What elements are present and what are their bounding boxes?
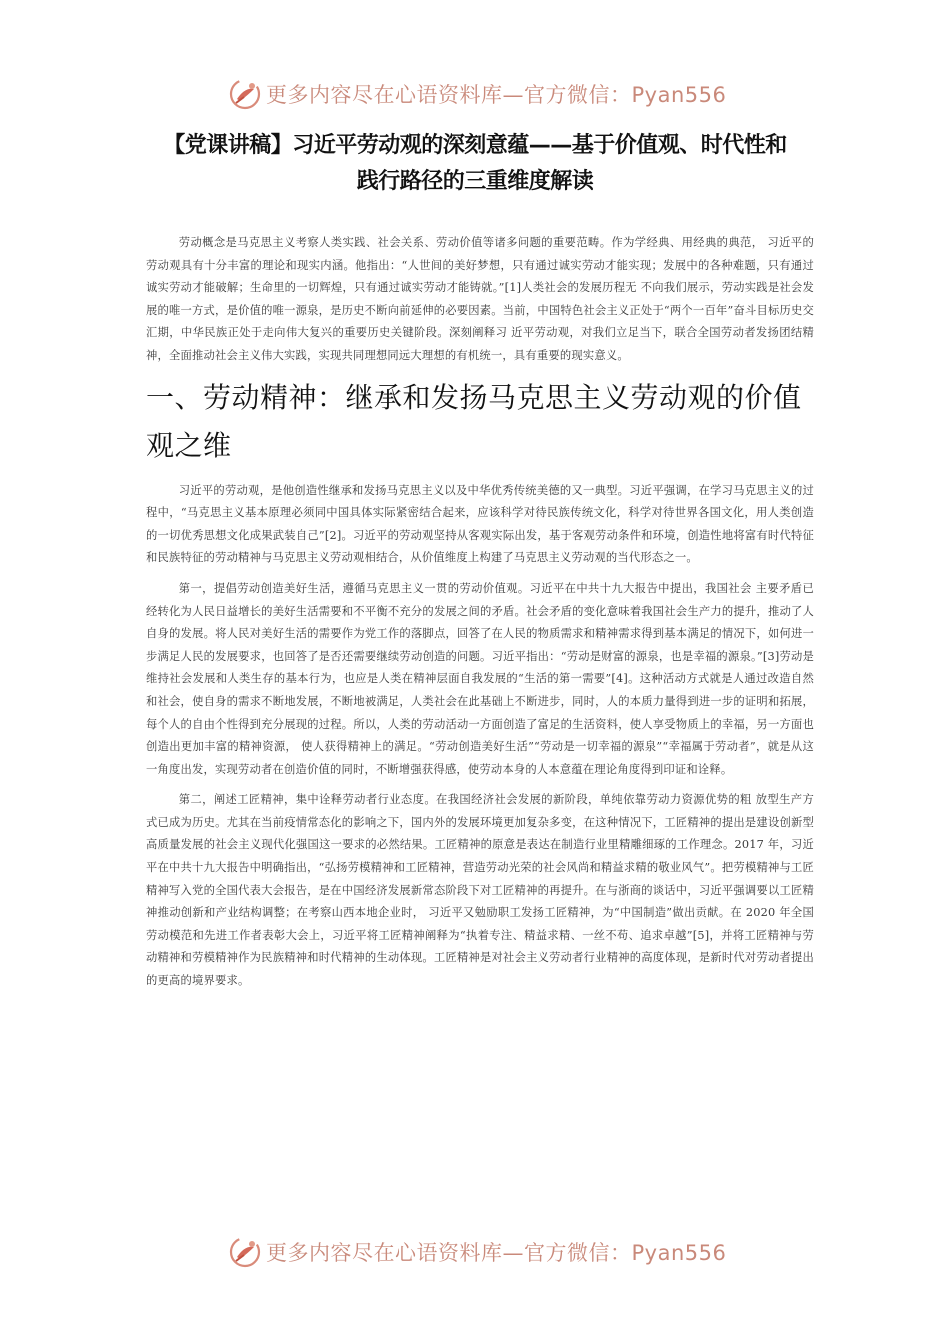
section1-paragraph-1: 习近平的劳动观，是他创造性继承和发扬马克思主义以及中华优秀传统美德的又一典型。习近平强调，在学习马克思主义的过程中，“马克思主义基本原理必须同中国具体实际紧密结合起来，应该科学对待民族传统文化，科学对待世界各国文化，用人类创造的一切优秀思想文化成果武装自己”[2]。习近平的劳动观坚持从客观实际出发，基于客观劳动条件和环境，创造性地将富有时代特征和民族特征的劳动精神与马克思主义劳动观相结合，从价值维度上构建了马克思主义劳动观的当代形态之一。 bbox=[146, 483, 814, 565]
section1-paragraph-3: 第二，阐述工匠精神，集中诠释劳动者行业态度。在我国经济社会发展的新阶段，单纯依靠劳动力资源优势的粗 放型生产方式已成为历史。尤其在当前疫情常态化的影响之下，国内外的发展环境更加复杂多变，在这种情况下，工匠精神的提出是建设创新型高质量发展的社会主义现代化强国这一要求的必然结果。工匠精神的原意是表达在制造行业里精雕细琢的工作理念。2017 年，习近平在中共十九大报告中明确指出，“弘扬劳模精神和工匠精神，营造劳动光荣的社会风尚和精益求精的敬业风气”。把劳模精神与工匠精神写入党的全国代表大会报告，是在中国经济发展新常态阶段下对工匠精神的再提升。在与浙商的谈话中，习近平强调要以工匠精神推动创新和产业结构调整；在考察山西本地企业时， 习近平又勉励职工发扬工匠精神，为“中国制造”做出贡献。在 2020 年全国劳动模范和先进工作者表彰大会上，习近平将工匠精神阐释为“执着专注、精益求精、一丝不苟、追求卓越”[5]，并将工匠精神与劳动精神和劳模精神作为民族精神和时代精神的生动体现。工匠精神是对社会主义劳动者行业精神的高度体现，是新时代对劳动者提出的更高的境界要求。 bbox=[146, 793, 814, 988]
article-body bbox=[146, 232, 814, 1001]
title-line-1: 【党课讲稿】习近平劳动观的深刻意蕴——基于价值观、时代性和 bbox=[163, 133, 787, 158]
page-title bbox=[100, 128, 850, 200]
footer-banner bbox=[0, 1232, 950, 1272]
banner-text: 更多内容尽在心语资料库—官方微信：Pyan556 bbox=[266, 83, 727, 107]
intro-paragraph: 劳动概念是马克思主义考察人类实践、社会关系、劳动价值等诸多问题的重要范畴。作为学经典、用经典的典范， 习近平的劳动观具有十分丰富的理论和现实内涵。他指出：“人世间的美好梦想，只有通过诚实劳动才能实现；发展中的各种难题，只有通过诚实劳动才能破解；生命里的一切辉煌，只有通过诚实劳动才能铸就。”[1]人类社会的发展历程无 不向我们展示，劳动实践是社会发展的唯一方式，是价值的唯一源泉，是历史不断向前延伸的必要因素。当前，中国特色社会主义正处于“两个一百年”奋斗目标历史交汇期，中华民族正处于走向伟大复兴的重要历史关键阶段。深刻阐释习 近平劳动观，对我们立足当下，联合全国劳动者发扬团结精神，全面推动社会主义伟大实践，实现共同理想同远大理想的有机统一，具有重要的现实意义。 bbox=[146, 236, 814, 362]
banner-text: 更多内容尽在心语资料库—官方微信：Pyan556 bbox=[266, 1241, 727, 1265]
header-banner bbox=[0, 74, 950, 114]
book-leaf-logo-icon bbox=[228, 77, 262, 111]
section1-paragraph-2: 第一，提倡劳动创造美好生活，遵循马克思主义一贯的劳动价值观。习近平在中共十九大报告中提出，我国社会 主要矛盾已经转化为人民日益增长的美好生活需要和不平衡不充分的发展之间的矛盾。社会矛盾的变化意味着我国社会生产力的提升，推动了人自身的发展。将人民对美好生活的需要作为党工作的落脚点，回答了在人民的物质需求和精神需求得到基本满足的情况下，如何进一步满足人民的发展要求，也回答了是否还需要继续劳动创造的问题。习近平指出：“劳动是财富的源泉，也是幸福的源泉。”[3]劳动是维持社会发展和人类生存的基本行为，也应是人类在精神层面自我发展的“生活的第一需要”[4]。这种活动方式就是人通过改造自然和社会，使自身的需求不断地发展，不断地被满足，人类社会在此基础上不断进步，同时，人的本质力量得到进一步的证明和拓展，每个人的自由个性得到充分展现的过程。所以，人类的劳动活动一方面创造了富足的生活资料，使人享受物质上的幸福，另一方面也创造出更加丰富的精神资源， 使人获得精神上的满足。“劳动创造美好生活”“劳动是一切幸福的源泉”“幸福属于劳动者”，就是从这一角度出发，实现劳动者在创造价值的同时，不断增强获得感，使劳动本身的人本意蕴在理论角度得到印证和诠释。 bbox=[146, 581, 814, 776]
section-heading-1: 一、劳动精神：继承和发扬马克思主义劳动观的价值观之维 bbox=[146, 380, 802, 462]
title-line-2: 践行路径的三重维度解读 bbox=[356, 169, 594, 194]
book-leaf-logo-icon bbox=[228, 1235, 262, 1269]
